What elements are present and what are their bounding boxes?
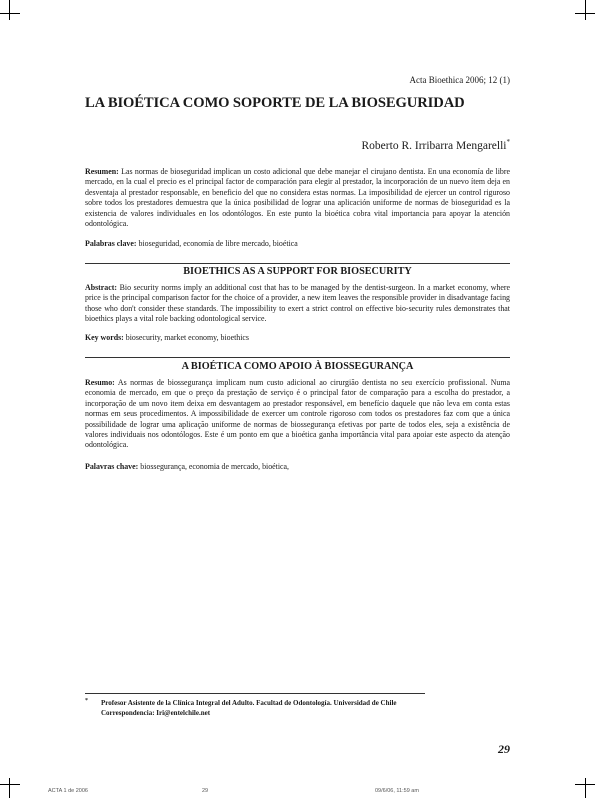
portuguese-keywords bbox=[85, 462, 510, 472]
article-title: LA BIOÉTICA COMO SOPORTE DE LA BIOSEGURIDAD bbox=[85, 95, 465, 111]
english-heading-rule bbox=[85, 263, 510, 264]
spanish-keywords bbox=[85, 239, 510, 249]
portuguese-abstract-label: Resumo: bbox=[85, 378, 115, 387]
crop-mark-top-left-horizontal bbox=[0, 13, 20, 14]
spanish-keywords-text: bioseguridad, economía de libre mercado, bioética bbox=[138, 239, 298, 248]
slug-datetime: 09/6/06, 11:59 am bbox=[375, 788, 419, 794]
english-abstract-text: Bio security norms imply an additional cost that has to be managed by the dentist-surgeon. In a market economy, where price is the principal comparison factor for the choice of a provider, a new item leaves the responsible provider in disadvantage facing those who don't consider these standards. The impossibility to exert a strict control on effective bio-security rules demonstrates that bioethics plays a vital role backing odontological service. bbox=[85, 283, 510, 324]
slug-filename: ACTA 1 de 2006 bbox=[48, 788, 88, 794]
footnote bbox=[85, 699, 510, 718]
crop-mark-bottom-right-vertical bbox=[585, 778, 586, 798]
spanish-abstract bbox=[85, 167, 510, 229]
slug-page: 29 bbox=[202, 788, 209, 794]
journal-reference: Acta Bioethica 2006; 12 (1) bbox=[409, 75, 510, 85]
portuguese-keywords-label: Palavras chave: bbox=[85, 462, 139, 471]
english-heading: BIOETHICS AS A SUPPORT FOR BIOSECURITY bbox=[183, 266, 412, 277]
footnote-rule bbox=[85, 693, 425, 694]
spanish-abstract-text: Las normas de bioseguridad implican un costo adicional que debe manejar el cirujano dentista. En una economía de libre mercado, en la cual el precio es el principal factor de comparación para elegir al prestador, la incorporación de un nuevo ítem deja en desventaja al prestador responsable, en beneficio del que no considera estas normas. La imposibilidad de ejercer un control riguroso sobre todos los prestadores demuestra que la única posibilidad de lograr una aplicación uniforme de normas de bioseguridad es la existencia de valores individuales en los odontólogos. En este punto la bioética cobra vital importancia para apoyar la atención odontológica. bbox=[85, 167, 510, 229]
crop-mark-top-right-horizontal bbox=[575, 13, 595, 14]
footnote-affiliation: Profesor Asistente de la Clínica Integral del Adulto. Facultad de Odontología. Universidad de Chile bbox=[101, 699, 397, 707]
footnote-correspondence: Correspondencia: Iri@entelchile.net bbox=[101, 708, 211, 717]
crop-mark-bottom-right-horizontal bbox=[575, 784, 595, 785]
portuguese-abstract bbox=[85, 378, 510, 451]
portuguese-keywords-text: biossegurança, economia de mercado, bioética, bbox=[140, 462, 290, 471]
english-abstract bbox=[85, 283, 510, 325]
english-keywords-label: Key words: bbox=[85, 333, 124, 342]
portuguese-abstract-text: As normas de biossegurança implicam num custo adicional ao cirurgião dentista no seu exercício profissional. Numa economia de mercado, em que o preço da prestação de serviço é o principal fator de comparação para a escolha do prestador, a incorporação de um novo item deixa em desvantagem ao prestador responsável, em benefício daquele que não leva em conta estas normas em seus procedimentos. A impossibilidade de exercer um controle rigoroso com todos os prestadores faz com que a única possibilidade de lograr uma aplicação uniforme de normas de biossegurança efetivas por parte de todos eles, seja a existência de valores individuais nos odontólogos. Este é um ponto em que a bioética ganha importância vital para apoiar este aspecto da atenção odontológica. bbox=[85, 378, 510, 450]
crop-mark-bottom-left-horizontal bbox=[0, 784, 20, 785]
english-keywords bbox=[85, 333, 510, 343]
english-abstract-label: Abstract: bbox=[85, 283, 117, 292]
portuguese-heading: A BIOÉTICA COMO APOIO À BIOSSEGURANÇA bbox=[181, 361, 414, 372]
crop-mark-bottom-left-vertical bbox=[9, 778, 10, 798]
crop-mark-top-right-vertical bbox=[585, 0, 586, 20]
portuguese-heading-rule bbox=[85, 357, 510, 358]
footnote-mark: * bbox=[85, 698, 88, 704]
author-name: Roberto R. Irribarra Mengarelli bbox=[361, 139, 507, 152]
crop-mark-top-left-vertical bbox=[9, 0, 10, 20]
author-footnote-mark: * bbox=[506, 138, 510, 146]
spanish-abstract-label: Resumen: bbox=[85, 167, 119, 176]
page-number: 29 bbox=[498, 742, 510, 756]
spanish-keywords-label: Palabras clave: bbox=[85, 239, 137, 248]
author-line bbox=[362, 138, 510, 152]
english-keywords-text: biosecurity, market economy, bioethics bbox=[125, 333, 249, 342]
